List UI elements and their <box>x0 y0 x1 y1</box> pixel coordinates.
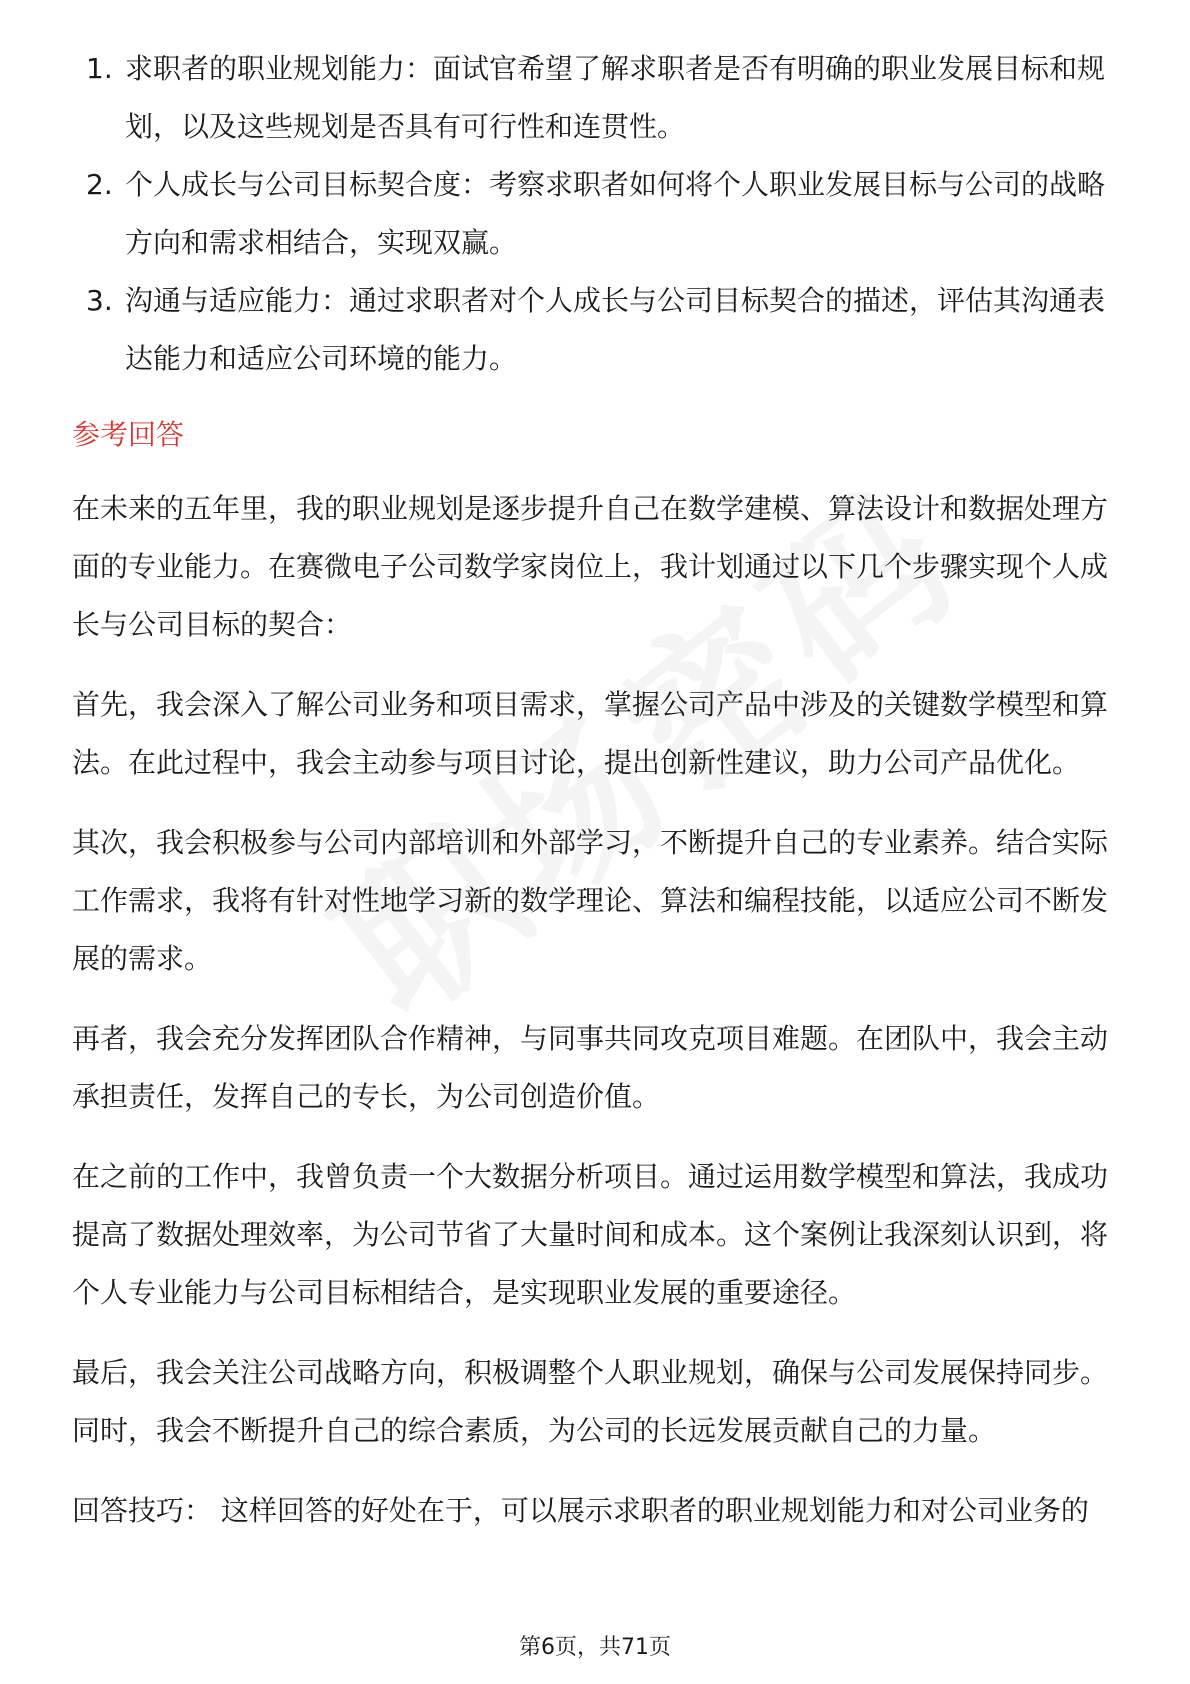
answer-paragraph: 再者，我会充分发挥团队合作精神，与同事共同攻克项目难题。在团队中，我会主动承担责任，发挥自己的专长，为公司创造价值。 <box>72 1022 1109 1113</box>
list-item-number: 3. <box>86 284 113 317</box>
answer-paragraph: 最后，我会关注公司战略方向，积极调整个人职业规划，确保与公司发展保持同步。同时，我会不断提升自己的综合素质，为公司的长远发展贡献自己的力量。 <box>72 1356 1109 1447</box>
answer-paragraph: 其次，我会积极参与公司内部培训和外部学习，不断提升自己的专业素养。结合实际工作需求，我将有针对性地学习新的数学理论、算法和编程技能，以适应公司不断发展的需求。 <box>72 826 1109 975</box>
list-item-text: 求职者的职业规划能力：面试官希望了解求职者是否有明确的职业发展目标和规划，以及这些规划是否具有可行性和连贯性。 <box>125 52 1106 143</box>
page-number: 第6页，共71页 <box>519 1635 671 1660</box>
list-item <box>72 40 1118 156</box>
list-item <box>72 156 1118 272</box>
evaluation-criteria-list <box>72 40 1118 388</box>
list-item-number: 1. <box>86 52 113 85</box>
answer-paragraph: 首先，我会深入了解公司业务和项目需求，掌握公司产品中涉及的关键数学模型和算法。在此过程中，我会主动参与项目讨论，提出创新性建议，助力公司产品优化。 <box>72 688 1109 779</box>
answer-paragraph: 在未来的五年里，我的职业规划是逐步提升自己在数学建模、算法设计和数据处理方面的专业能力。在赛微电子公司数学家岗位上，我计划通过以下几个步骤实现个人成长与公司目标的契合： <box>72 492 1109 641</box>
list-item-text: 个人成长与公司目标契合度：考察求职者如何将个人职业发展目标与公司的战略方向和需求相结合，实现双赢。 <box>125 168 1106 259</box>
list-item-number: 2. <box>86 168 113 201</box>
answer-paragraph: 在之前的工作中，我曾负责一个大数据分析项目。通过运用数学模型和算法，我成功提高了数据处理效率，为公司节省了大量时间和成本。这个案例让我深刻认识到，将个人专业能力与公司目标相结合，是实现职业发展的重要途径。 <box>72 1160 1109 1309</box>
page-content <box>72 40 1118 1540</box>
list-item <box>72 272 1118 388</box>
section-title: 参考回答 <box>72 418 185 451</box>
answer-tips: 回答技巧： 这样回答的好处在于，可以展示求职者的职业规划能力和对公司业务的 <box>72 1494 1089 1527</box>
list-item-text: 沟通与适应能力：通过求职者对个人成长与公司目标契合的描述，评估其沟通表达能力和适应公司环境的能力。 <box>125 284 1106 375</box>
